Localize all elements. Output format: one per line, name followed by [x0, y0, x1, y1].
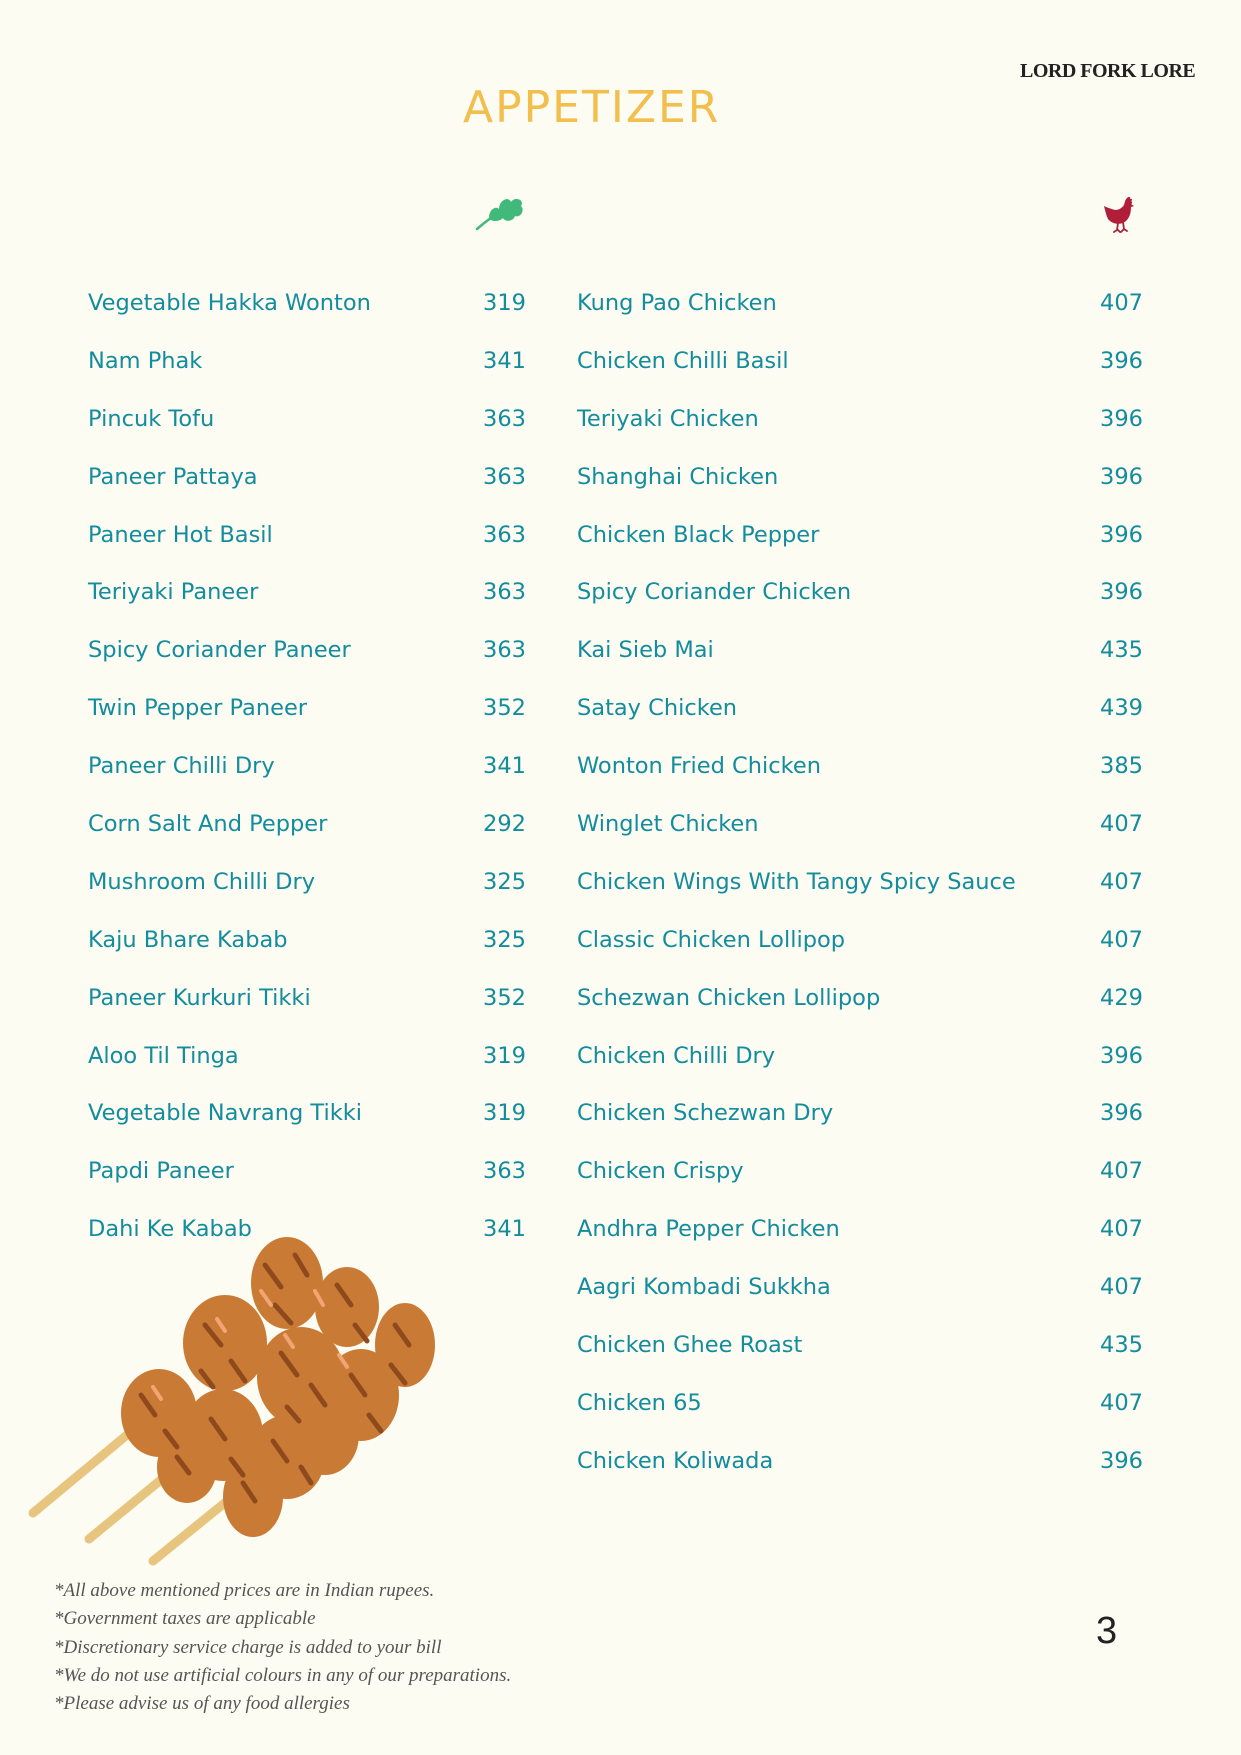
footnote: *We do not use artificial colours in any of our preparations. — [54, 1664, 512, 1686]
menu-item — [88, 811, 526, 869]
menu-item-name: Chicken Black Pepper — [577, 521, 820, 548]
menu-item-price: 435 — [1100, 1332, 1143, 1359]
menu-item — [577, 637, 1143, 695]
menu-item-name: Classic Chicken Lollipop — [577, 926, 846, 953]
menu-item — [577, 522, 1143, 580]
menu-item-price: 325 — [483, 868, 526, 895]
menu-item-name: Twin Pepper Paneer — [88, 695, 308, 722]
menu-item — [88, 1158, 526, 1216]
menu-item-name: Shanghai Chicken — [577, 463, 779, 490]
menu-item-name: Mushroom Chilli Dry — [88, 868, 316, 895]
menu-item-price: 429 — [1100, 984, 1143, 1011]
menu-item-name: Paneer Kurkuri Tikki — [88, 984, 311, 1011]
menu-item-name: Aagri Kombadi Sukkha — [577, 1274, 831, 1301]
menu-item-price: 435 — [1100, 637, 1143, 664]
menu-item — [577, 1100, 1143, 1158]
menu-item — [577, 1274, 1143, 1332]
menu-item-price: 341 — [483, 347, 526, 374]
chicken-icon — [1103, 194, 1137, 234]
menu-item-price: 407 — [1100, 811, 1143, 838]
menu-item — [577, 348, 1143, 406]
menu-item-name: Wonton Fried Chicken — [577, 753, 821, 780]
menu-item-name: Chicken Ghee Roast — [577, 1332, 803, 1359]
menu-item-price: 292 — [483, 811, 526, 838]
menu-item — [88, 695, 526, 753]
menu-item-price: 363 — [483, 521, 526, 548]
menu-item-name: Schezwan Chicken Lollipop — [577, 984, 881, 1011]
menu-item-price: 407 — [1100, 1158, 1143, 1185]
menu-item-name: Kai Sieb Mai — [577, 637, 714, 664]
menu-item — [577, 579, 1143, 637]
menu-item-price: 325 — [483, 926, 526, 953]
menu-item — [577, 1332, 1143, 1390]
footnote: *Government taxes are applicable — [54, 1608, 316, 1630]
menu-item — [88, 927, 526, 985]
menu-item-price: 363 — [483, 1158, 526, 1185]
menu-item-price: 407 — [1100, 1274, 1143, 1301]
menu-item — [88, 406, 526, 464]
menu-item-price: 439 — [1100, 695, 1143, 722]
menu-item — [577, 695, 1143, 753]
footnote: *All above mentioned prices are in Indian rupees. — [54, 1580, 435, 1601]
menu-item-name: Chicken Koliwada — [577, 1447, 774, 1474]
menu-item — [577, 1216, 1143, 1274]
menu-item — [577, 869, 1143, 927]
menu-item-price: 396 — [1100, 463, 1143, 490]
menu-item-name: Vegetable Hakka Wonton — [88, 290, 371, 316]
menu-item-name: Pincuk Tofu — [88, 405, 215, 432]
menu-item-price: 396 — [1100, 1100, 1143, 1127]
menu-item-price: 352 — [483, 984, 526, 1011]
menu-item — [577, 406, 1143, 464]
menu-item-name: Vegetable Navrang Tikki — [88, 1100, 363, 1127]
chicken-skewers-illustration — [25, 1235, 465, 1575]
leaf-icon — [475, 192, 525, 232]
page-title: APPETIZER — [463, 82, 721, 133]
footnote: *Please advise us of any food allergies — [54, 1693, 350, 1715]
menu-item-price: 319 — [483, 290, 526, 316]
menu-item-name: Chicken Chilli Dry — [577, 1042, 776, 1069]
menu-item — [577, 753, 1143, 811]
menu-item-price: 407 — [1100, 868, 1143, 895]
menu-item-price: 341 — [483, 753, 526, 780]
menu-item-name: Spicy Coriander Chicken — [577, 579, 852, 606]
menu-item-name: Kung Pao Chicken — [577, 290, 777, 316]
menu-item — [577, 464, 1143, 522]
menu-item-name: Chicken Schezwan Dry — [577, 1100, 834, 1127]
footnotes — [54, 1577, 511, 1718]
menu-item-price: 396 — [1100, 405, 1143, 432]
menu-item-name: Chicken Wings With Tangy Spicy Sauce — [577, 868, 1016, 895]
menu-item-price: 396 — [1100, 1447, 1143, 1474]
menu-item-name: Paneer Pattaya — [88, 463, 258, 490]
brand-logo: LORD FORK LORE — [1020, 60, 1196, 82]
menu-item-price: 319 — [483, 1100, 526, 1127]
footnote: *Discretionary service charge is added to your bill — [54, 1636, 442, 1658]
menu-item — [577, 985, 1143, 1043]
menu-item-price: 385 — [1100, 753, 1143, 780]
menu-item-name: Teriyaki Paneer — [88, 579, 259, 606]
menu-item — [88, 1100, 526, 1158]
menu-item-price: 352 — [483, 695, 526, 722]
menu-item — [88, 637, 526, 695]
menu-item-name: Chicken Crispy — [577, 1158, 744, 1185]
menu-item-price: 407 — [1100, 1389, 1143, 1416]
menu-item-price: 396 — [1100, 579, 1143, 606]
menu-item-price: 319 — [483, 1042, 526, 1069]
menu-item — [88, 348, 526, 406]
menu-item — [577, 811, 1143, 869]
veg-menu-list — [88, 290, 526, 1274]
menu-item-price: 363 — [483, 463, 526, 490]
menu-item-name: Paneer Hot Basil — [88, 521, 273, 548]
menu-item-name: Chicken Chilli Basil — [577, 347, 789, 374]
page-number: 3 — [1096, 1610, 1118, 1652]
menu-item-name: Kaju Bhare Kabab — [88, 926, 288, 953]
menu-item — [88, 753, 526, 811]
menu-item — [577, 927, 1143, 985]
menu-item-price: 341 — [483, 1216, 526, 1243]
menu-item-price: 396 — [1100, 347, 1143, 374]
menu-item-name: Aloo Til Tinga — [88, 1042, 239, 1069]
menu-item — [88, 579, 526, 637]
menu-item-name: Andhra Pepper Chicken — [577, 1216, 840, 1243]
menu-item — [577, 1158, 1143, 1216]
menu-item-name: Winglet Chicken — [577, 811, 759, 838]
menu-item-name: Satay Chicken — [577, 695, 738, 722]
menu-item — [88, 290, 526, 348]
menu-item-price: 407 — [1100, 1216, 1143, 1243]
menu-item-name: Corn Salt And Pepper — [88, 811, 328, 838]
menu-item-price: 363 — [483, 637, 526, 664]
chicken-menu-list — [577, 290, 1143, 1506]
menu-item — [88, 522, 526, 580]
menu-item — [88, 1043, 526, 1101]
menu-item-name: Teriyaki Chicken — [577, 405, 759, 432]
menu-item-price: 396 — [1100, 1042, 1143, 1069]
menu-item-price: 407 — [1100, 926, 1143, 953]
menu-item-price: 363 — [483, 405, 526, 432]
menu-item — [577, 290, 1143, 348]
menu-item — [577, 1390, 1143, 1448]
menu-item-name: Dahi Ke Kabab — [88, 1216, 252, 1243]
menu-item-name: Paneer Chilli Dry — [88, 753, 275, 780]
menu-item — [577, 1043, 1143, 1101]
menu-item-price: 396 — [1100, 521, 1143, 548]
menu-item-name: Chicken 65 — [577, 1389, 702, 1416]
menu-item-price: 407 — [1100, 290, 1143, 316]
menu-item — [577, 1448, 1143, 1506]
menu-item-name: Spicy Coriander Paneer — [88, 637, 351, 664]
menu-item-price: 363 — [483, 579, 526, 606]
menu-item-name: Nam Phak — [88, 347, 203, 374]
menu-item — [88, 464, 526, 522]
menu-item — [88, 985, 526, 1043]
menu-item-name: Papdi Paneer — [88, 1158, 234, 1185]
menu-item — [88, 869, 526, 927]
